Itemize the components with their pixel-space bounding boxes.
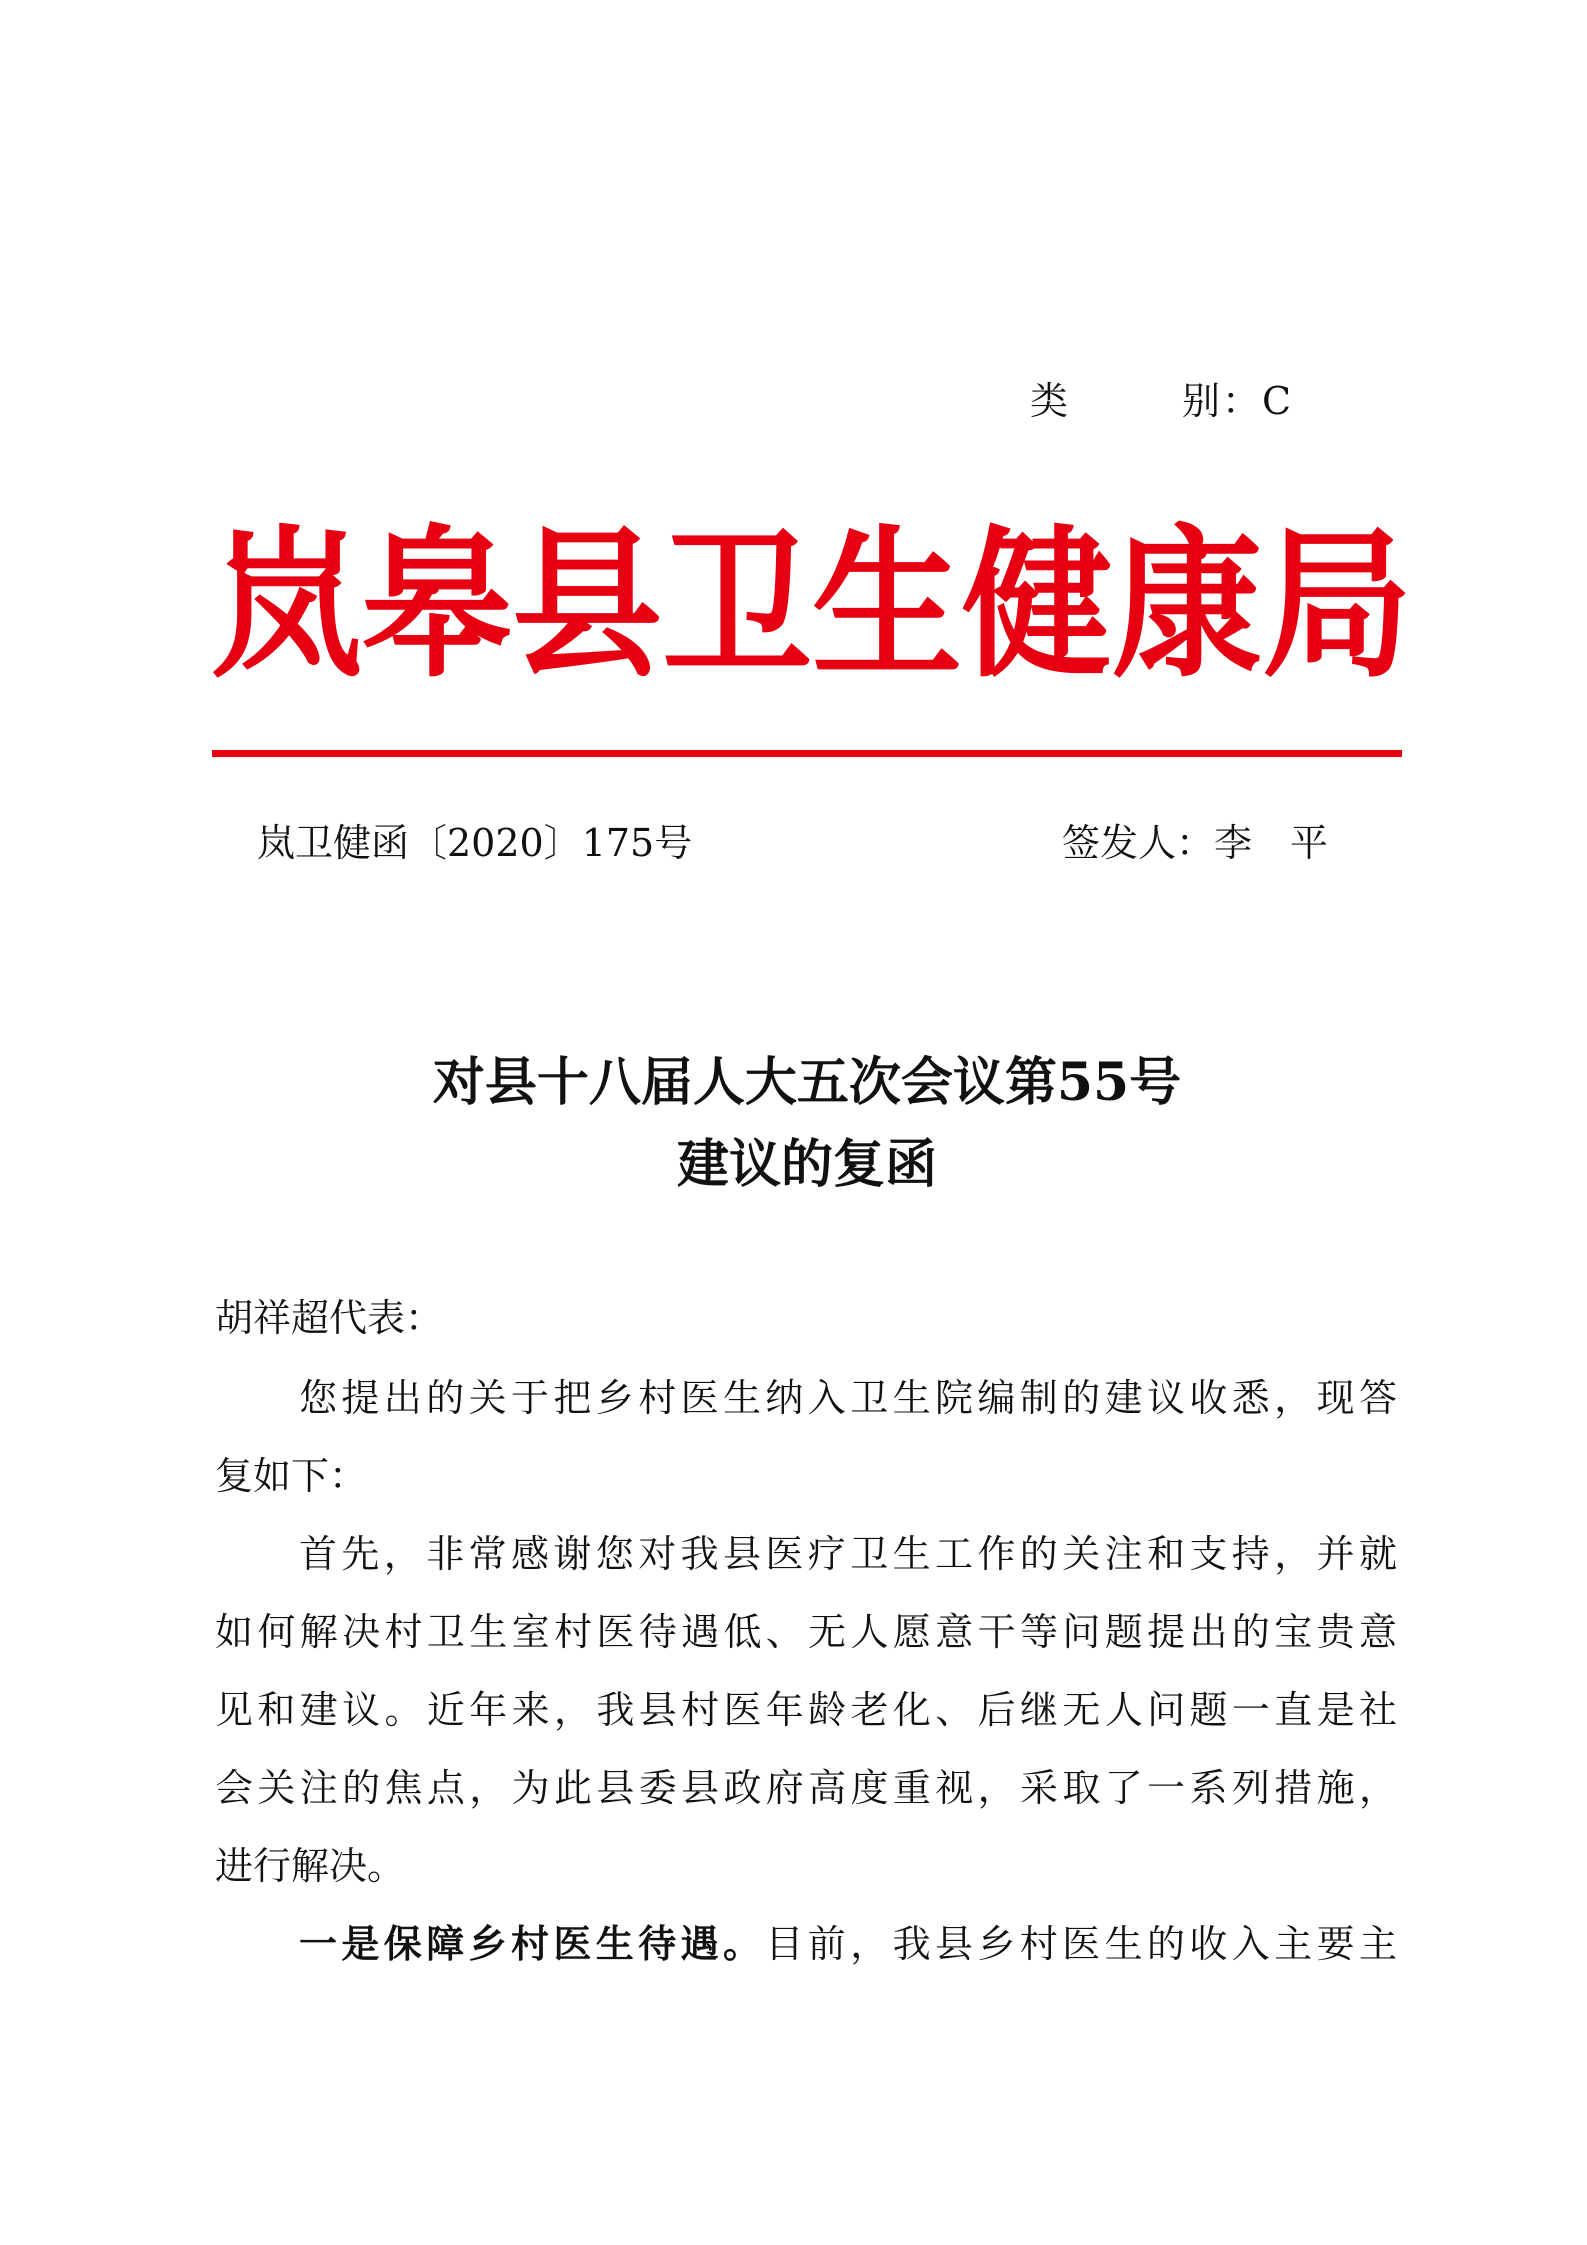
masthead-char-4: 卫 xyxy=(662,509,813,701)
category-label-part1: 类 xyxy=(1030,379,1071,423)
paragraph-2-line-3: 见和建议。近年来，我县村医年龄老化、后继无人问题一直是社 xyxy=(215,1688,1397,1732)
document-title-line2: 建议的复函 xyxy=(676,1134,937,1195)
paragraph-2-line-4: 会关注的焦点，为此县委县政府高度重视，采取了一系列措施， xyxy=(215,1766,1397,1810)
document-number: 岚卫健函〔2020〕175号 xyxy=(257,821,693,865)
paragraph-1-line-1: 您提出的关于把乡村医生纳入卫生院编制的建议收悉，现答 xyxy=(299,1376,1397,1420)
paragraph-3-line-1 xyxy=(215,1920,1397,1968)
category-label xyxy=(1030,370,1293,425)
masthead-char-3: 县 xyxy=(512,509,663,701)
category-label-part2: 别：C xyxy=(1182,379,1294,423)
issuer-name-part2: 平 xyxy=(1290,821,1329,865)
masthead-title xyxy=(212,509,1413,701)
masthead-char-1: 岚 xyxy=(212,509,363,701)
salutation: 胡祥超代表： xyxy=(215,1296,444,1340)
issuer xyxy=(1062,812,1328,867)
red-divider-line xyxy=(212,750,1402,757)
masthead-char-7: 康 xyxy=(1112,509,1263,701)
masthead-char-2: 皋 xyxy=(362,509,513,701)
masthead-char-8: 局 xyxy=(1262,509,1413,701)
masthead-char-6: 健 xyxy=(962,509,1113,701)
masthead-char-5: 生 xyxy=(812,509,963,701)
paragraph-1-line-2: 复如下： xyxy=(215,1454,368,1498)
document-title-line1: 对县十八届人大五次会议第55号 xyxy=(432,1052,1182,1113)
issuer-label: 签发人：李 xyxy=(1062,821,1253,865)
paragraph-2-line-2: 如何解决村卫生室村医待遇低、无人愿意干等问题提出的宝贵意 xyxy=(215,1610,1397,1654)
paragraph-3-heading: 一是保障乡村医生待遇。 xyxy=(299,1921,766,1966)
paragraph-3-text: 目前，我县乡村医生的收入主要主 xyxy=(765,1922,1397,1966)
paragraph-2-line-5: 进行解决。 xyxy=(215,1844,406,1888)
paragraph-2-line-1: 首先，非常感谢您对我县医疗卫生工作的关注和支持，并就 xyxy=(299,1532,1397,1576)
